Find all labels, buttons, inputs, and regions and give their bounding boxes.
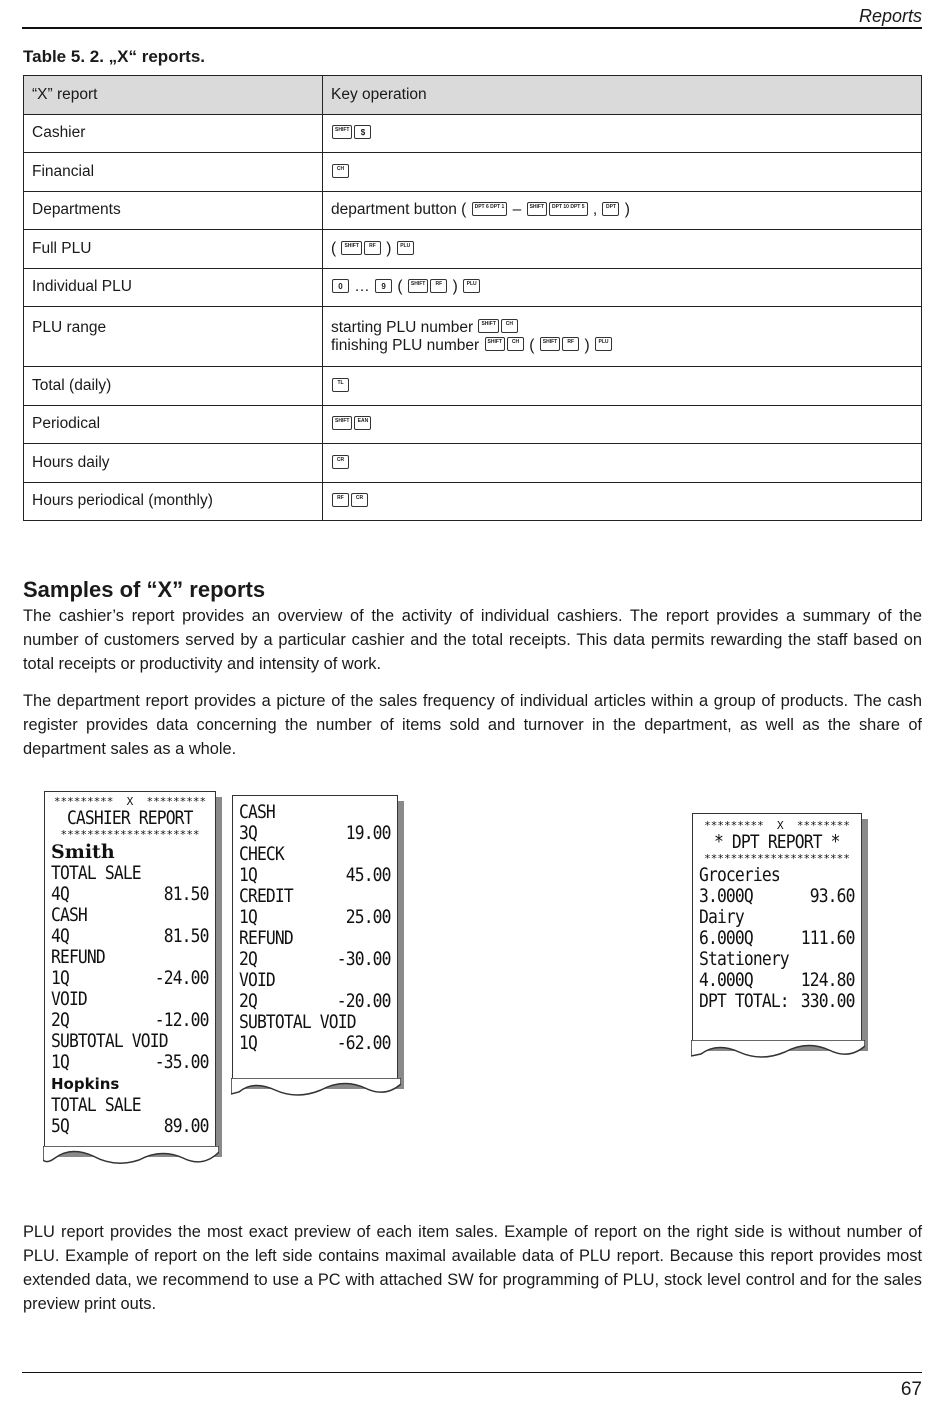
cash-key-icon: $ [354, 125, 371, 139]
key-operation [323, 367, 922, 406]
x-reports-table [23, 75, 922, 521]
table-row [24, 191, 922, 230]
shift-key-icon: SHIFT [332, 416, 352, 430]
receipt-line [699, 907, 855, 928]
receipt-line-amount: 89.00 [163, 1115, 209, 1137]
receipt-line-amount: -35.00 [154, 1051, 209, 1073]
receipt-stars: ********* X ******** [704, 820, 850, 832]
receipt-dpt-report [692, 813, 862, 1045]
plu-key-icon: PLU [397, 241, 414, 255]
receipt-line [239, 1033, 391, 1054]
report-name: PLU range [24, 307, 323, 367]
receipt-line-amount: 93.60 [809, 885, 855, 907]
table-row [24, 367, 922, 406]
nine-key-icon: 9 [375, 279, 392, 293]
cr-key-icon: CR [332, 455, 349, 469]
receipt-lines [51, 863, 209, 1073]
key-operation-text: department button ( [331, 201, 467, 219]
receipt-line-label: TOTAL SALE [51, 1094, 141, 1116]
receipt-line-label: REFUND [239, 927, 293, 949]
receipt-stars: ********* X ********* [53, 796, 207, 808]
receipt-line [51, 1095, 209, 1116]
col-header-key-operation: Key operation [323, 76, 922, 115]
receipt-line [239, 970, 391, 991]
shift-key-icon: SHIFT [540, 337, 560, 351]
receipt-line-amount: -30.00 [336, 948, 391, 970]
paragraph-cashier-report: The cashier’s report provides an overview of the activity of individual cashiers. The report provides a summary of the number of customers served by a particular cashier and the total receipts. This data permits rewarding the staff based on total receipts or productivity and intensity of work. [23, 607, 922, 673]
receipt-line-label: 2Q [51, 1009, 69, 1031]
key-operation: starting PLU number SHIFT CH finishing PLU number SHIFT CH ( SHIFT RF ) PLU [323, 307, 922, 367]
receipt-line [239, 1012, 391, 1033]
cashier-name: Smith [51, 841, 115, 863]
table-row [24, 482, 922, 521]
ean-key-icon: EAN [354, 416, 371, 430]
receipt-line-amount: 124.80 [800, 969, 855, 991]
receipt-line-label: 6.000Q [699, 927, 753, 949]
receipt-line-label: 1Q [239, 864, 257, 886]
report-name: Departments [24, 191, 323, 230]
receipt-line-label: CHECK [239, 843, 284, 865]
receipt-line-label: 2Q [239, 990, 257, 1012]
receipt-lines [699, 865, 855, 1012]
receipt-line-label: 2Q [239, 948, 257, 970]
ch-key-icon: CH [332, 164, 349, 178]
plu-key-icon: PLU [595, 337, 612, 351]
table-row [24, 405, 922, 444]
dpt5-key-icon: DPT 10 DPT 5 [549, 202, 588, 216]
key-operation: 0 … 9 ( SHIFT RF ) PLU [323, 268, 922, 307]
receipt-line-label: 3Q [239, 822, 257, 844]
receipt-line [51, 926, 209, 947]
receipt-line-label: CASH [239, 801, 275, 823]
receipt-line-label: VOID [51, 988, 87, 1010]
receipt-line [51, 1052, 209, 1073]
receipt-line [239, 802, 391, 823]
receipt-line-amount: -62.00 [336, 1032, 391, 1054]
receipt-line-label: SUBTOTAL VOID [239, 1011, 356, 1033]
receipt-title-text: * DPT REPORT * [713, 831, 840, 853]
shift-key-icon: SHIFT [341, 241, 361, 255]
receipt-line [239, 823, 391, 844]
torn-edge-icon [691, 1040, 865, 1062]
receipt-line-amount: 330.00 [800, 990, 855, 1012]
receipt-line [51, 905, 209, 926]
receipt-line-amount: 25.00 [345, 906, 391, 928]
receipt-line [239, 865, 391, 886]
receipt-line-label: SUBTOTAL VOID [51, 1030, 168, 1052]
table-caption: Table 5. 2. „X“ reports. [23, 47, 206, 66]
receipt-line-label: REFUND [51, 946, 105, 968]
receipt-line [239, 991, 391, 1012]
rf-key-icon: RF [562, 337, 579, 351]
key-operation-text: finishing PLU number [331, 336, 480, 354]
receipt-cashier-report-continued [232, 795, 398, 1083]
running-head: Reports [858, 6, 922, 26]
receipt-line-amount: -20.00 [336, 990, 391, 1012]
paragraph-department-report: The department report provides a picture of the sales frequency of individual articles within a group of products. The cash register provides data concerning the number of items sold and turnover in the department, as well as the share of department sales as a whole. [23, 692, 922, 758]
receipt-line-amount: 111.60 [800, 927, 855, 949]
torn-edge-icon [231, 1078, 401, 1100]
receipt-line-label: Stationery [699, 948, 789, 970]
shift-key-icon: SHIFT [332, 125, 352, 139]
report-name: Hours periodical (monthly) [24, 482, 323, 521]
receipt-line-amount: -12.00 [154, 1009, 209, 1031]
receipt-stars: ********************** [704, 853, 850, 865]
report-name: Total (daily) [24, 367, 323, 406]
cr-key-icon: CR [351, 493, 368, 507]
receipt-line-label: Groceries [699, 864, 780, 886]
receipt-stars: ********************* [60, 829, 200, 841]
key-operation: department button ( DPT 6 DPT 1 – SHIFT DPT 10 DPT 5 , DPT ) [323, 191, 922, 230]
receipt-title [699, 832, 855, 853]
receipt-line [51, 884, 209, 905]
report-name: Periodical [24, 405, 323, 444]
report-name: Financial [24, 153, 323, 192]
key-operation [323, 444, 922, 483]
table-row [24, 444, 922, 483]
receipt-line-label: 4.000Q [699, 969, 753, 991]
receipt-line [699, 886, 855, 907]
table-row [24, 153, 922, 192]
page-number: 67 [900, 1379, 922, 1400]
rf-key-icon: RF [430, 279, 447, 293]
receipt-line [699, 949, 855, 970]
table-row [24, 307, 922, 367]
table-row [24, 114, 922, 153]
table-header-row [24, 76, 922, 115]
header-rule [22, 27, 922, 29]
torn-edge-icon [43, 1146, 219, 1168]
receipt-line [699, 928, 855, 949]
dpt-key-icon: DPT [602, 202, 619, 216]
receipt-line [51, 863, 209, 884]
receipt-line-label: 1Q [51, 1051, 69, 1073]
receipt-lines [51, 1095, 209, 1137]
rf-key-icon: RF [364, 241, 381, 255]
key-operation [323, 482, 922, 521]
receipt-title-text: CASHIER REPORT [66, 807, 193, 829]
paragraph-plu-report: PLU report provides the most exact preview of each item sales. Example of report on the right side is without number of PLU. Example of report on the left side contains maximal available data of PLU report. Because this report provides most extended data, we recommend to use a PC with attached SW for programming of PLU, stock level control and for the sales preview print outs. [23, 1223, 922, 1313]
receipt-line [699, 970, 855, 991]
shift-key-icon: SHIFT [408, 279, 428, 293]
receipt-line-label: VOID [239, 969, 275, 991]
cashier-name: Hopkins [51, 1075, 120, 1093]
col-header-report: “X” report [24, 76, 323, 115]
rf-key-icon: RF [332, 493, 349, 507]
receipt-line-amount: 45.00 [345, 864, 391, 886]
receipt-line-label: DPT TOTAL: [699, 990, 789, 1012]
report-name: Hours daily [24, 444, 323, 483]
receipt-line-label: 4Q [51, 883, 69, 905]
receipt-cashier-report [44, 791, 216, 1151]
receipt-line-amount: 19.00 [345, 822, 391, 844]
receipt-line-label: CASH [51, 904, 87, 926]
receipt-line [51, 1116, 209, 1137]
report-name: Individual PLU [24, 268, 323, 307]
receipt-line [239, 886, 391, 907]
receipt-line-label: 1Q [51, 967, 69, 989]
plu-key-icon: PLU [463, 279, 480, 293]
key-operation-text: starting PLU number [331, 318, 474, 336]
table-row [24, 268, 922, 307]
receipt-line-label: TOTAL SALE [51, 862, 141, 884]
receipt-line [51, 989, 209, 1010]
key-operation: ( SHIFT RF ) PLU [323, 230, 922, 269]
section-title: Samples of “X” reports [23, 577, 266, 602]
receipt-line [51, 947, 209, 968]
receipt-line-label: 1Q [239, 906, 257, 928]
report-name: Full PLU [24, 230, 323, 269]
key-operation [323, 153, 922, 192]
receipt-line [239, 949, 391, 970]
receipt-line [51, 968, 209, 989]
receipt-line-label: 3.000Q [699, 885, 753, 907]
key-operation [323, 405, 922, 444]
receipt-line-label: 1Q [239, 1032, 257, 1054]
receipt-lines [239, 802, 391, 1054]
dpt1-key-icon: DPT 6 DPT 1 [472, 202, 508, 216]
zero-key-icon: 0 [332, 279, 349, 293]
ch-key-icon: CH [507, 337, 524, 351]
key-operation [323, 114, 922, 153]
receipt-line [239, 928, 391, 949]
receipt-line-amount: 81.50 [163, 883, 209, 905]
receipt-title [51, 808, 209, 829]
shift-key-icon: SHIFT [527, 202, 547, 216]
receipt-line-amount: -24.00 [154, 967, 209, 989]
receipt-line [51, 1031, 209, 1052]
receipt-line [51, 1010, 209, 1031]
shift-key-icon: SHIFT [485, 337, 505, 351]
receipt-line [239, 907, 391, 928]
shift-key-icon: SHIFT [478, 319, 498, 333]
table-row [24, 230, 922, 269]
report-name: Cashier [24, 114, 323, 153]
receipt-line-label: 4Q [51, 925, 69, 947]
receipt-line [699, 865, 855, 886]
receipt-line-label: 5Q [51, 1115, 69, 1137]
receipt-line-amount: 81.50 [163, 925, 209, 947]
receipt-line-label: CREDIT [239, 885, 293, 907]
tl-key-icon: TL [332, 378, 349, 392]
footer-rule [22, 1372, 922, 1373]
receipt-line-label: Dairy [699, 906, 744, 928]
receipt-line [699, 991, 855, 1012]
receipt-line [239, 844, 391, 865]
ch-key-icon: CH [501, 319, 518, 333]
